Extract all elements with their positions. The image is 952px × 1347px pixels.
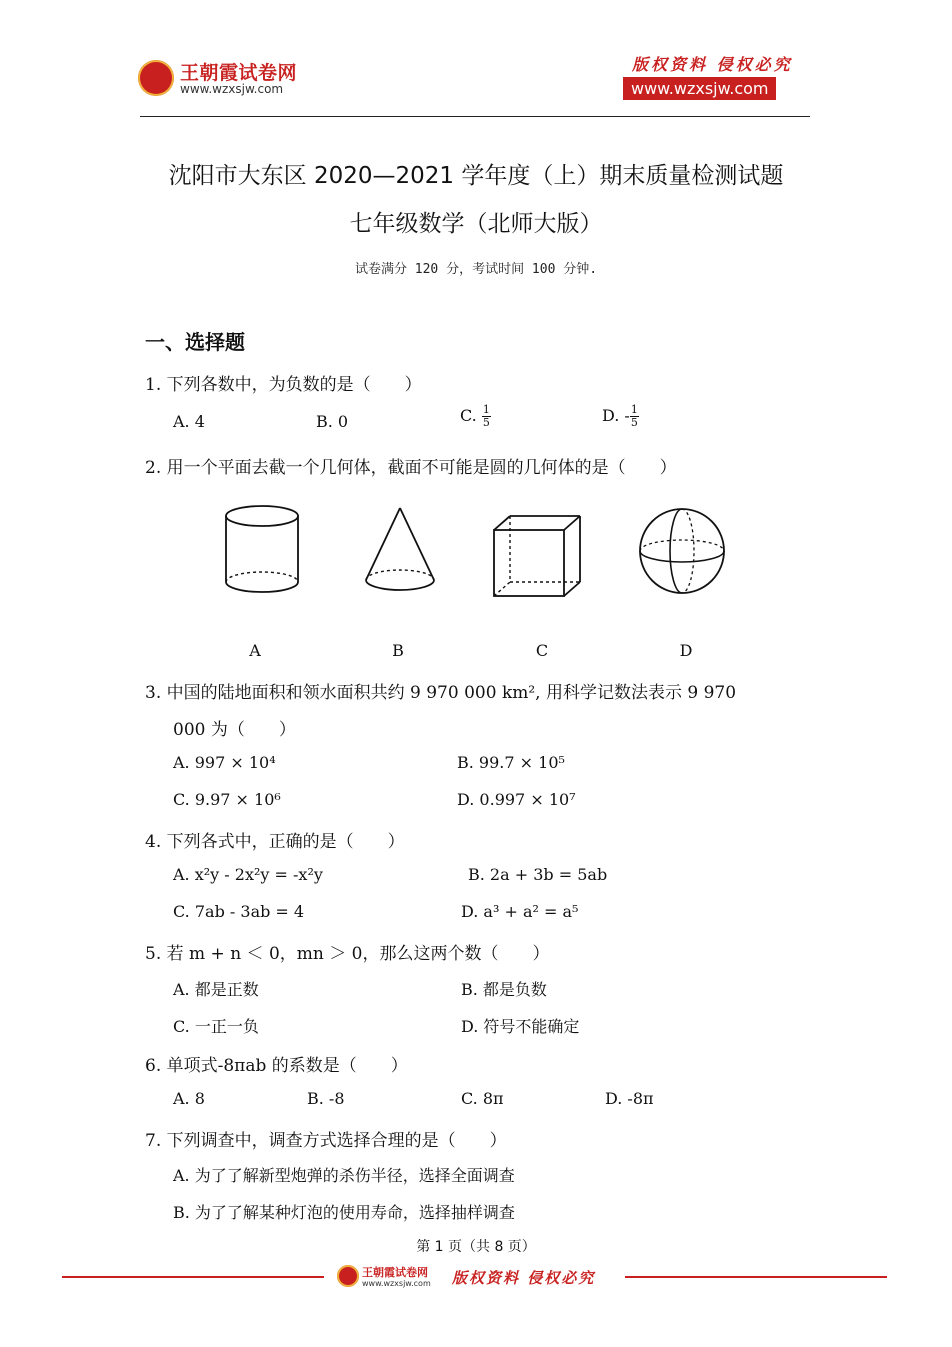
header-slogan: 版权资料 侵权必究 — [632, 55, 793, 74]
footer-logo-icon — [337, 1265, 359, 1287]
fraction-numerator: 1 — [630, 403, 638, 416]
q4-option-a: A. x²y - 2x²y = -x²y — [173, 865, 323, 884]
q6-option-a: A. 8 — [173, 1089, 205, 1108]
page-title: 沈阳市大东区 2020—2021 学年度（上）期末质量检测试题 — [168, 163, 784, 189]
section-heading: 一、选择题 — [145, 330, 245, 354]
cube-icon — [490, 512, 586, 602]
q3-option-a: A. 997 × 10⁴ — [173, 753, 276, 772]
q7-stem: 7. 下列调查中，调查方式选择合理的是（ ） — [145, 1131, 507, 1151]
q7-option-a: A. 为了了解新型炮弹的杀伤半径，选择全面调查 — [173, 1166, 515, 1185]
fraction-numerator: 1 — [482, 403, 490, 416]
brand-logo-icon — [138, 60, 174, 96]
q1-option-d-prefix: D. - — [602, 406, 630, 425]
q3-stem-line1: 3. 中国的陆地面积和领水面积共约 9 970 000 km², 用科学记数法表示 9 970 — [145, 683, 737, 703]
q6-option-c: C. 8π — [461, 1089, 504, 1108]
footer-brand-name: 王朝霞试卷网 — [362, 1266, 428, 1279]
brand-name: 王朝霞试卷网 — [180, 62, 298, 84]
q1-option-d-fraction — [630, 404, 639, 429]
fraction-denominator: 5 — [482, 416, 490, 429]
exam-note: 试卷满分 120 分，考试时间 100 分钟. — [354, 262, 598, 277]
footer-brand-url[interactable]: www.wzxsjw.com — [362, 1279, 431, 1288]
solid-label-d: D — [679, 641, 693, 660]
cylinder-icon — [218, 502, 306, 602]
q5-option-b: B. 都是负数 — [461, 980, 547, 999]
q2-stem: 2. 用一个平面去截一个几何体，截面不可能是圆的几何体的是（ ） — [145, 458, 677, 478]
page-number: 第 1 页（共 8 页） — [416, 1239, 536, 1255]
q4-stem: 4. 下列各式中，正确的是（ ） — [145, 832, 405, 852]
solid-label-b: B — [392, 641, 404, 660]
q1-option-c — [460, 404, 491, 429]
q5-option-c: C. 一正一负 — [173, 1017, 259, 1036]
q5-option-d: D. 符号不能确定 — [461, 1017, 580, 1036]
q3-option-b: B. 99.7 × 10⁵ — [457, 753, 565, 772]
solid-label-a: A — [249, 641, 261, 660]
page-subtitle: 七年级数学（北师大版） — [349, 211, 603, 237]
header-url-box[interactable]: www.wzxsjw.com — [623, 77, 776, 100]
q1-option-a: A. 4 — [173, 412, 205, 431]
q1-option-c-prefix: C. — [460, 406, 477, 425]
q4-option-d: D. a³ + a² = a⁵ — [461, 902, 579, 921]
header-divider — [140, 116, 810, 117]
sphere-icon — [636, 505, 728, 597]
q5-option-a: A. 都是正数 — [173, 980, 259, 999]
solid-label-c: C — [535, 641, 549, 660]
q4-option-c: C. 7ab - 3ab = 4 — [173, 902, 305, 921]
footer-slogan: 版权资料 侵权必究 — [452, 1269, 596, 1287]
q1-option-c-fraction — [482, 404, 491, 429]
fraction-denominator: 5 — [630, 416, 638, 429]
q6-option-d: D. -8π — [605, 1089, 654, 1108]
q3-stem-line2: 000 为（ ） — [173, 720, 296, 740]
q4-option-b: B. 2a + 3b = 5ab — [468, 865, 608, 884]
q7-option-b: B. 为了了解某种灯泡的使用寿命，选择抽样调查 — [173, 1203, 515, 1222]
q6-option-b: B. -8 — [307, 1089, 345, 1108]
footer-divider-left — [62, 1276, 324, 1278]
q1-option-b: B. 0 — [316, 412, 349, 431]
footer-divider-right — [625, 1276, 887, 1278]
cone-icon — [360, 502, 440, 602]
q3-option-c: C. 9.97 × 10⁶ — [173, 790, 281, 809]
q5-stem: 5. 若 m + n ＜ 0，mn ＞ 0，那么这两个数（ ） — [145, 944, 550, 964]
brand-url[interactable]: www.wzxsjw.com — [180, 82, 284, 96]
q1-option-d — [602, 404, 639, 429]
q1-stem: 1. 下列各数中，为负数的是（ ） — [145, 375, 422, 395]
q3-option-d: D. 0.997 × 10⁷ — [457, 790, 576, 809]
q6-stem: 6. 单项式-8πab 的系数是（ ） — [145, 1056, 408, 1076]
